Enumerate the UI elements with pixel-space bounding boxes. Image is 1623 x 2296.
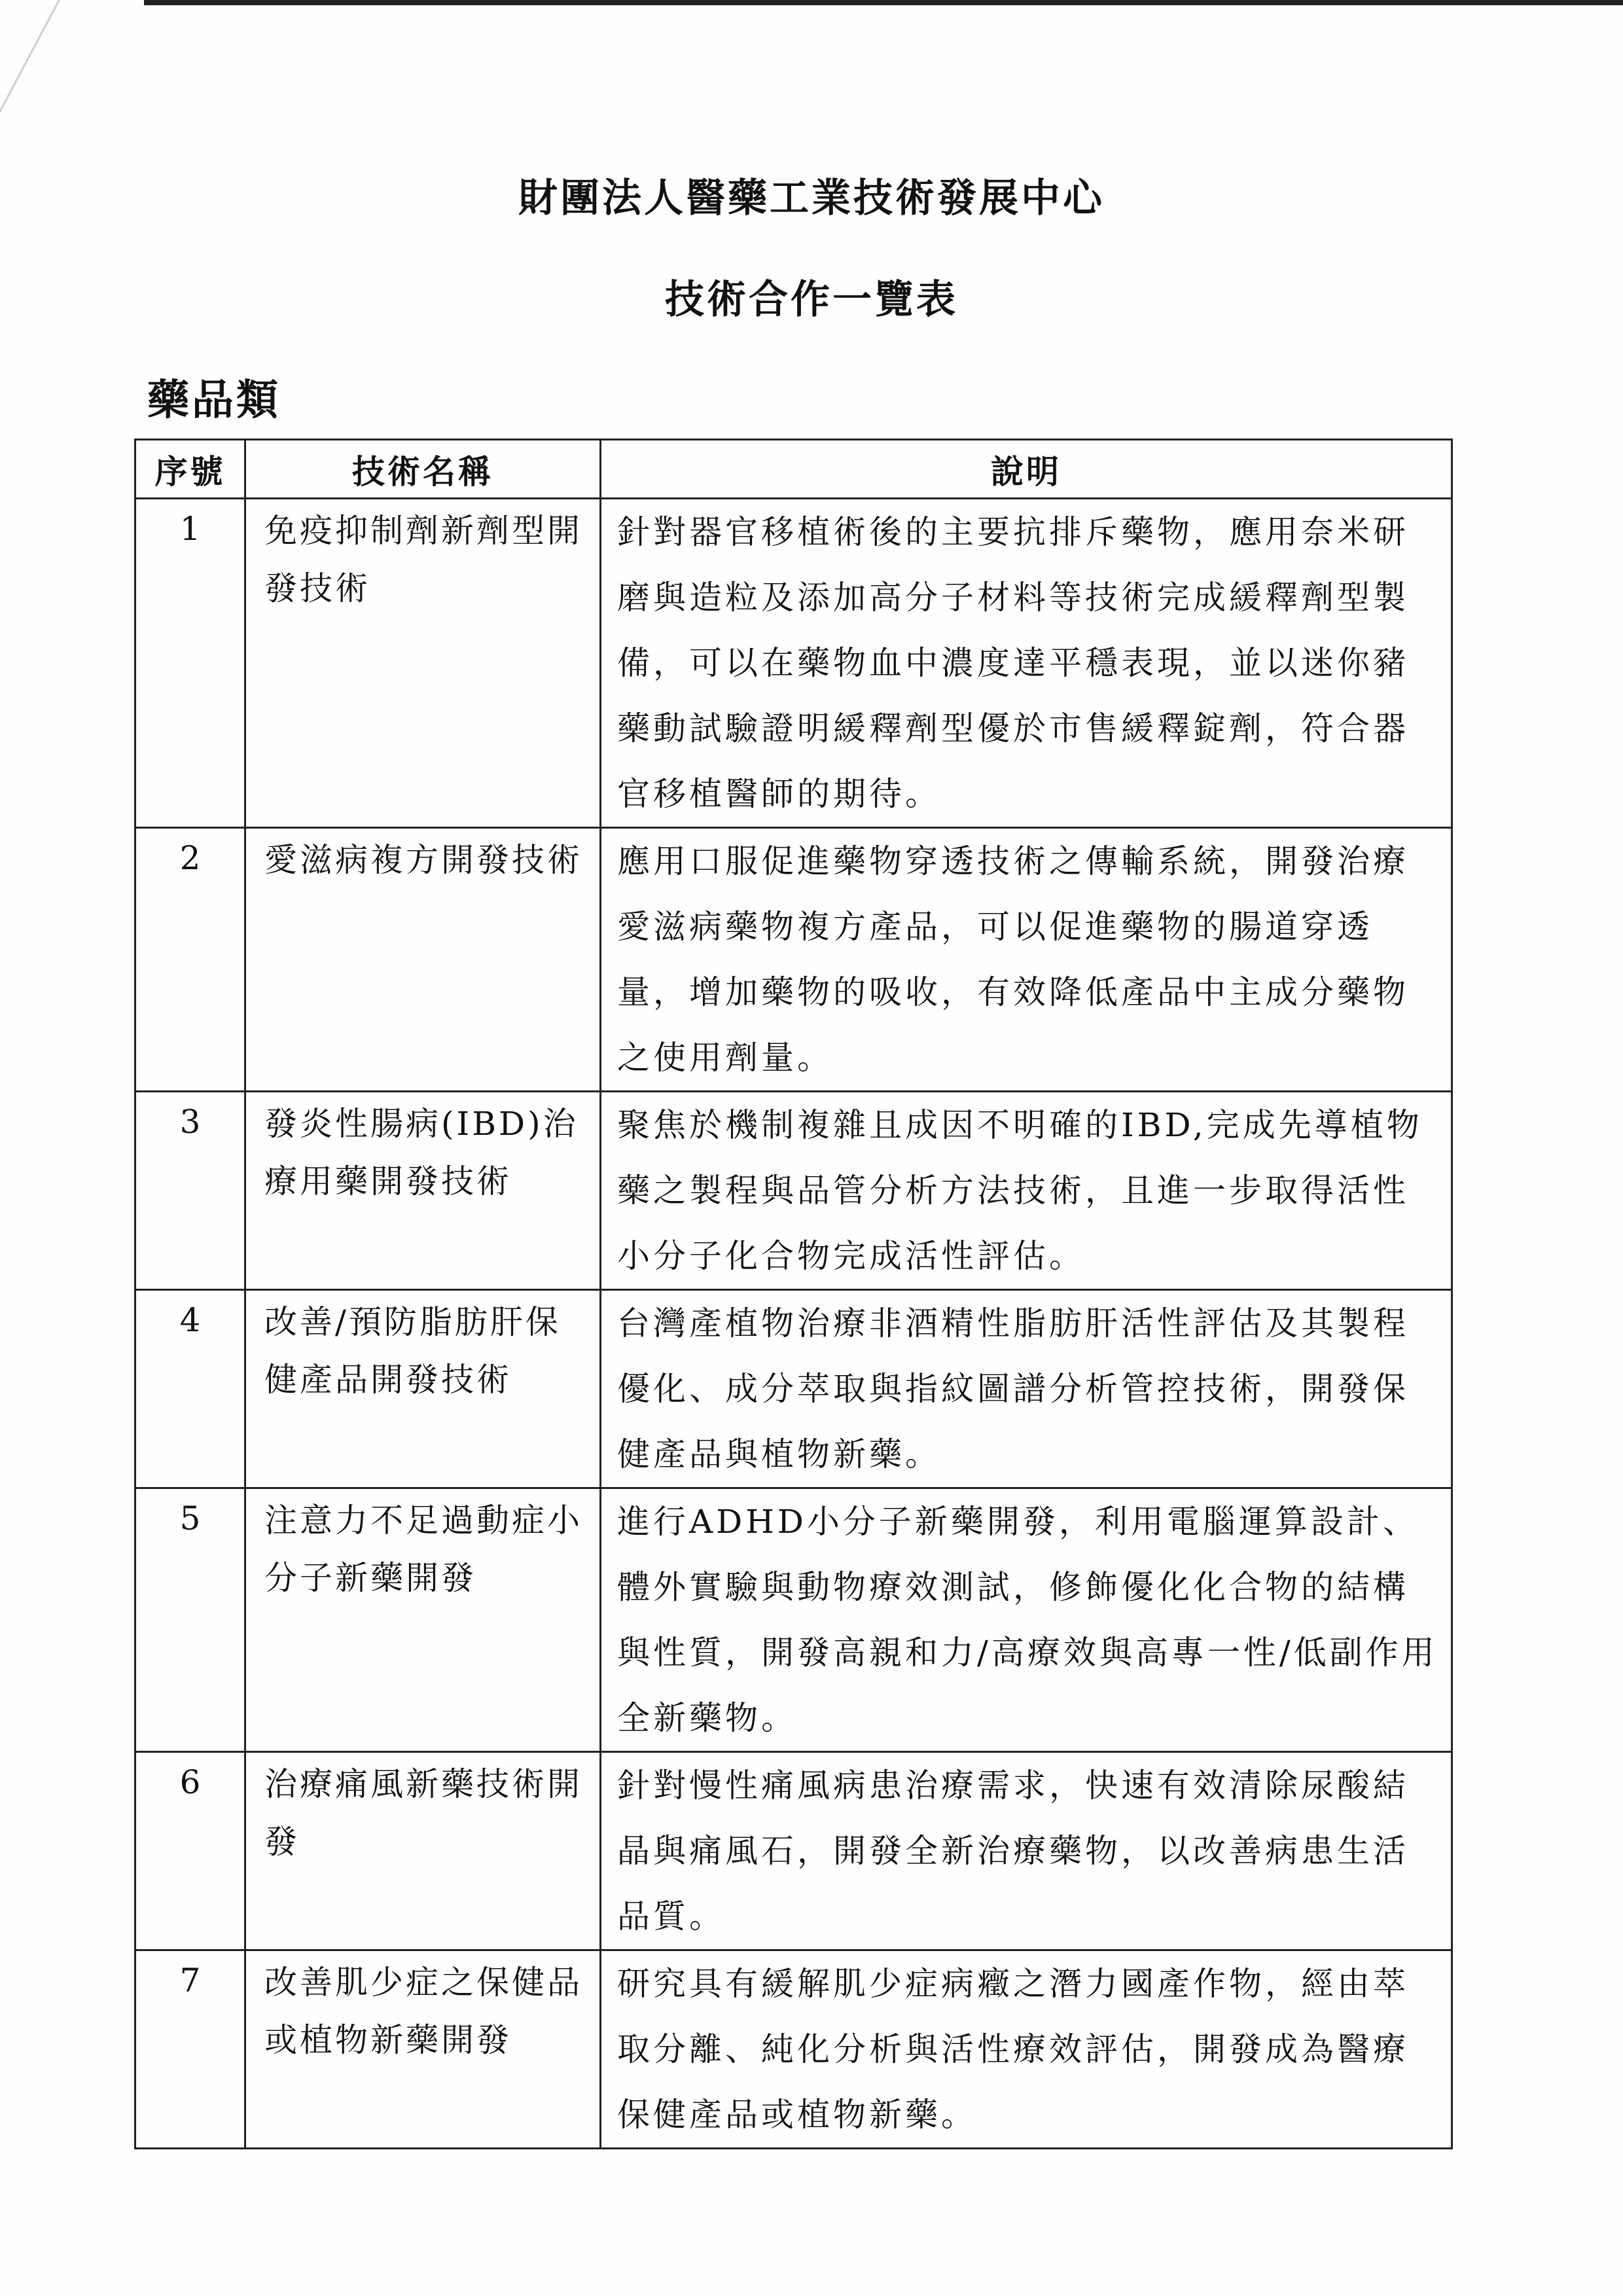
scan-edge — [144, 0, 1623, 5]
table-row — [135, 1290, 1452, 1488]
row-desc: 聚焦於機制複雜且成因不明確的IBD,完成先導植物藥之製程與品管分析方法技術，且進一步取得活性小分子化合物完成活性評估。 — [601, 1092, 1452, 1290]
table-header-row — [135, 440, 1452, 499]
row-desc: 針對器官移植術後的主要抗排斥藥物，應用奈米研磨與造粒及添加高分子材料等技術完成緩釋劑型製備，可以在藥物血中濃度達平穩表現，並以迷你豬藥動試驗證明緩釋劑型優於市售緩釋錠劑，符合器官移植醫師的期待。 — [601, 499, 1452, 828]
row-desc: 進行ADHD小分子新藥開發，利用電腦運算設計、體外實驗與動物療效測試，修飾優化化合物的結構與性質，開發高親和力/高療效與高專一性/低副作用全新藥物。 — [601, 1488, 1452, 1752]
row-no: 7 — [135, 1950, 245, 2149]
row-name: 發炎性腸病(IBD)治療用藥開發技術 — [245, 1092, 601, 1290]
tech-table — [134, 439, 1453, 2149]
row-desc: 台灣產植物治療非酒精性脂肪肝活性評估及其製程優化、成分萃取與指紋圖譜分析管控技術，開發保健產品與植物新藥。 — [601, 1290, 1452, 1488]
row-name: 注意力不足過動症小分子新藥開發 — [245, 1488, 601, 1752]
row-no: 2 — [135, 828, 245, 1092]
row-name: 免疫抑制劑新劑型開發技術 — [245, 499, 601, 828]
row-no: 4 — [135, 1290, 245, 1488]
header-name: 技術名稱 — [245, 440, 601, 499]
row-desc: 針對慢性痛風病患治療需求，快速有效清除尿酸結晶與痛風石，開發全新治療藥物，以改善病患生活品質。 — [601, 1752, 1452, 1950]
table-row — [135, 1752, 1452, 1950]
document-subtitle: 技術合作一覽表 — [665, 277, 958, 323]
row-name: 治療痛風新藥技術開發 — [245, 1752, 601, 1950]
section-heading: 藥品類 — [147, 376, 281, 425]
header-desc: 說明 — [601, 440, 1452, 499]
row-no: 5 — [135, 1488, 245, 1752]
row-no: 3 — [135, 1092, 245, 1290]
header-no: 序號 — [135, 440, 245, 499]
row-name: 改善肌少症之保健品或植物新藥開發 — [245, 1950, 601, 2149]
scan-mark — [0, 0, 157, 275]
row-no: 6 — [135, 1752, 245, 1950]
document-title: 財團法人醫藥工業技術發展中心 — [518, 175, 1105, 221]
row-name: 改善/預防脂肪肝保健產品開發技術 — [245, 1290, 601, 1488]
table-row — [135, 1488, 1452, 1752]
row-desc: 應用口服促進藥物穿透技術之傳輸系統，開發治療愛滋病藥物複方產品，可以促進藥物的腸道穿透量，增加藥物的吸收，有效降低產品中主成分藥物之使用劑量。 — [601, 828, 1452, 1092]
row-desc: 研究具有緩解肌少症病癥之潛力國產作物，經由萃取分離、純化分析與活性療效評估，開發成為醫療保健產品或植物新藥。 — [601, 1950, 1452, 2149]
table-row — [135, 828, 1452, 1092]
row-no: 1 — [135, 499, 245, 828]
table-row — [135, 1950, 1452, 2149]
table-row — [135, 499, 1452, 828]
row-name: 愛滋病複方開發技術 — [245, 828, 601, 1092]
table-row — [135, 1092, 1452, 1290]
